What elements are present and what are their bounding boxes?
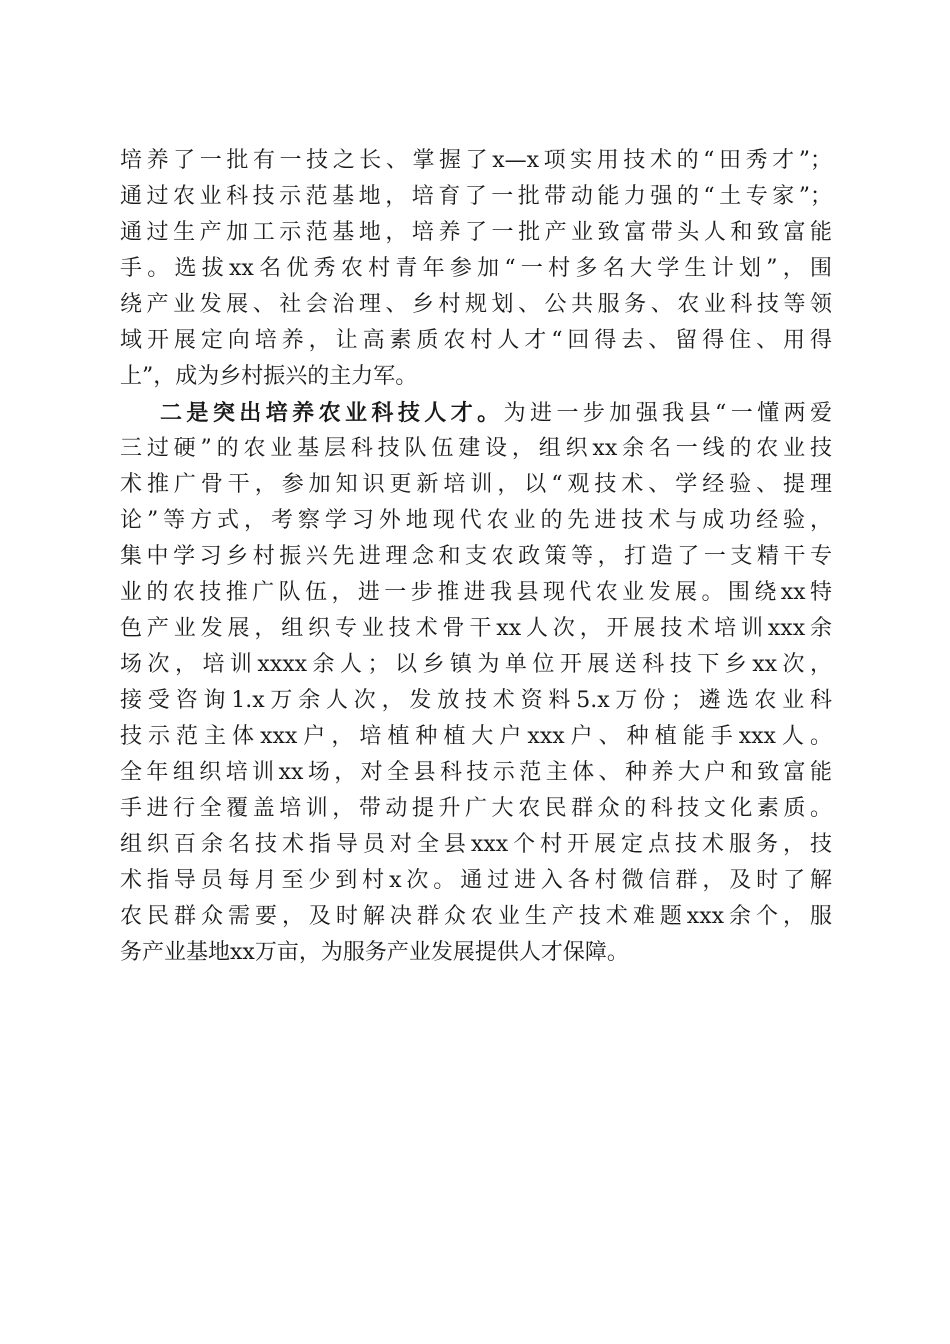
text-line: 组织百余名技术指导员对全县xxx个村开展定点技术服务，技 <box>120 832 832 857</box>
text-line: 手。选拔xx名优秀农村青年参加“一村多名大学生计划”，围 <box>120 256 832 281</box>
paragraph-1 <box>120 143 832 395</box>
heading-line-rest: 为进一步加强我县“一懂两爱 <box>503 401 832 426</box>
text-line: 技示范主体xxx户，培植种植大户xxx户、种植能手xxx人。 <box>120 724 832 749</box>
text-line: 通过农业科技示范基地，培育了一批带动能力强的“土专家”； <box>120 184 832 209</box>
text-line: 手进行全覆盖培训，带动提升广大农民群众的科技文化素质。 <box>120 796 832 821</box>
text-line: 务产业基地xx万亩，为服务产业发展提供人才保障。 <box>120 940 629 965</box>
text-line: 上”，成为乡村振兴的主力军。 <box>120 364 418 389</box>
text-line: 绕产业发展、社会治理、乡村规划、公共服务、农业科技等领 <box>120 292 832 317</box>
text-line: 域开展定向培养，让高素质农村人才“回得去、留得住、用得 <box>120 328 832 353</box>
paragraph-heading: 二是突出培养农业科技人才。 <box>160 400 504 426</box>
text-line-first <box>120 395 832 431</box>
document-body <box>120 143 832 971</box>
text-line: 色产业发展，组织专业技术骨干xx人次，开展技术培训xxx余 <box>120 616 832 641</box>
text-line: 术推广骨干，参加知识更新培训，以“观技术、学经验、提理 <box>120 472 832 497</box>
text-line: 农民群众需要，及时解决群众农业生产技术难题xxx余个，服 <box>120 904 832 929</box>
text-line: 三过硬”的农业基层科技队伍建设，组织xx余名一线的农业技 <box>120 436 832 461</box>
text-line: 培养了一批有一技之长、掌握了x—x项实用技术的“田秀才”； <box>120 148 832 173</box>
text-line: 接受咨询1.x万余人次，发放技术资料5.x万份；遴选农业科 <box>120 688 832 713</box>
text-line: 论”等方式，考察学习外地现代农业的先进技术与成功经验， <box>120 508 832 533</box>
text-line: 全年组织培训xx场，对全县科技示范主体、种养大户和致富能 <box>120 760 832 785</box>
text-line: 集中学习乡村振兴先进理念和支农政策等，打造了一支精干专 <box>120 544 832 569</box>
paragraph-2 <box>120 395 832 971</box>
text-line: 通过生产加工示范基地，培养了一批产业致富带头人和致富能 <box>120 220 832 245</box>
text-line: 场次，培训xxxx余人；以乡镇为单位开展送科技下乡xx次， <box>120 652 832 677</box>
text-line: 术指导员每月至少到村x次。通过进入各村微信群，及时了解 <box>120 868 832 893</box>
text-line: 业的农技推广队伍，进一步推进我县现代农业发展。围绕xx特 <box>120 580 832 605</box>
